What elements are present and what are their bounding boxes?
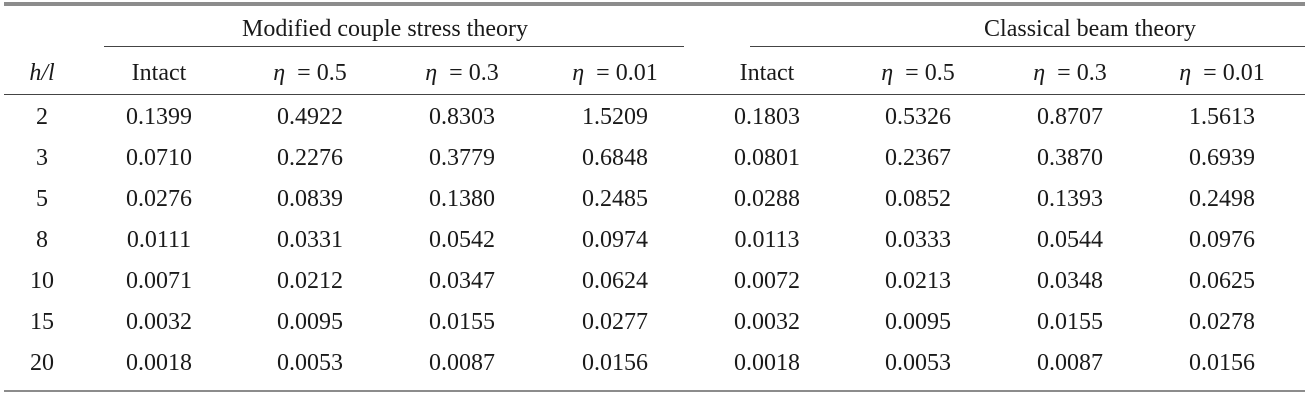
table-cell: 0.2498 (1189, 186, 1255, 212)
header-eta-0.5-modified (240, 58, 380, 88)
eta-value: = 0.01 (596, 60, 658, 86)
table-cell: 0.0053 (885, 350, 951, 376)
header-intact-modified: Intact (131, 60, 187, 86)
row-hl-value: 20 (30, 350, 54, 376)
table-cell: 0.4922 (277, 104, 343, 130)
table-cell: 0.2367 (885, 145, 951, 171)
eta-symbol: η (425, 60, 438, 86)
group-rule-classical (750, 46, 1305, 47)
eta-value: = 0.5 (905, 60, 955, 86)
header-eta-0.01-classical (1152, 58, 1292, 88)
table-cell: 1.5613 (1189, 104, 1255, 130)
table-cell: 0.0032 (126, 309, 192, 335)
eta-symbol: η (1179, 60, 1192, 86)
table-cell: 0.0018 (734, 350, 800, 376)
table-cell: 0.0288 (734, 186, 800, 212)
table-cell: 0.0348 (1037, 268, 1103, 294)
table-cell: 0.1380 (429, 186, 495, 212)
header-eta-0.3-modified (392, 58, 532, 88)
table-cell: 0.0278 (1189, 309, 1255, 335)
table-cell: 0.0852 (885, 186, 951, 212)
table-cell: 0.2485 (582, 186, 648, 212)
table-cell: 0.0071 (126, 268, 192, 294)
header-hl: h/l (29, 60, 55, 86)
table-cell: 0.2276 (277, 145, 343, 171)
table-cell: 0.8707 (1037, 104, 1103, 130)
table-cell: 0.5326 (885, 104, 951, 130)
table-cell: 0.0095 (277, 309, 343, 335)
table-cell: 0.0213 (885, 268, 951, 294)
bottom-rule (4, 390, 1305, 392)
header-rule (4, 94, 1305, 95)
table-cell: 0.0053 (277, 350, 343, 376)
table-cell: 0.0018 (126, 350, 192, 376)
header-intact-classical: Intact (739, 60, 795, 86)
table-cell: 0.0156 (1189, 350, 1255, 376)
row-hl-value: 15 (30, 309, 54, 335)
table-cell: 0.0156 (582, 350, 648, 376)
header-eta-0.3-classical (1000, 58, 1140, 88)
table-cell: 0.0155 (429, 309, 495, 335)
table-cell: 0.3870 (1037, 145, 1103, 171)
table-cell: 0.1393 (1037, 186, 1103, 212)
row-hl-value: 3 (36, 145, 48, 171)
table-cell: 0.0155 (1037, 309, 1103, 335)
table-cell: 0.6939 (1189, 145, 1255, 171)
table-cell: 0.0801 (734, 145, 800, 171)
table-cell: 0.0087 (1037, 350, 1103, 376)
group-title-modified: Modified couple stress theory (242, 16, 528, 42)
table-cell: 0.0087 (429, 350, 495, 376)
table-cell: 0.0347 (429, 268, 495, 294)
row-hl-value: 2 (36, 104, 48, 130)
row-hl-value: 5 (36, 186, 48, 212)
table-cell: 0.0333 (885, 227, 951, 253)
eta-symbol: η (881, 60, 894, 86)
table-cell: 0.0974 (582, 227, 648, 253)
header-eta-0.01-modified (545, 58, 685, 88)
table-cell: 0.0111 (126, 227, 192, 253)
row-hl-value: 8 (36, 227, 48, 253)
table-cell: 0.1803 (734, 104, 800, 130)
table-cell: 0.0095 (885, 309, 951, 335)
eta-symbol: η (1033, 60, 1046, 86)
table-cell: 0.0212 (277, 268, 343, 294)
header-eta-0.5-classical (848, 58, 988, 88)
table-cell: 0.0625 (1189, 268, 1255, 294)
eta-value: = 0.5 (297, 60, 347, 86)
table-cell: 0.1399 (126, 104, 192, 130)
eta-value: = 0.3 (1057, 60, 1107, 86)
table-cell: 0.0276 (126, 186, 192, 212)
table-cell: 0.0072 (734, 268, 800, 294)
eta-value: = 0.01 (1203, 60, 1265, 86)
table-cell: 0.0624 (582, 268, 648, 294)
eta-value: = 0.3 (449, 60, 499, 86)
row-hl-value: 10 (30, 268, 54, 294)
table-cell: 0.0277 (582, 309, 648, 335)
eta-symbol: η (273, 60, 286, 86)
table-cell: 0.0976 (1189, 227, 1255, 253)
table-cell: 1.5209 (582, 104, 648, 130)
table-cell: 0.0710 (126, 145, 192, 171)
group-title-classical: Classical beam theory (984, 16, 1196, 42)
table-cell: 0.8303 (429, 104, 495, 130)
table-cell: 0.0839 (277, 186, 343, 212)
table-cell: 0.0113 (734, 227, 800, 253)
eta-symbol: η (572, 60, 585, 86)
table-cell: 0.0331 (277, 227, 343, 253)
table-cell: 0.3779 (429, 145, 495, 171)
top-rule (4, 2, 1305, 6)
table-cell: 0.0544 (1037, 227, 1103, 253)
table-cell: 0.6848 (582, 145, 648, 171)
table-cell: 0.0032 (734, 309, 800, 335)
table-cell: 0.0542 (429, 227, 495, 253)
group-rule-modified (104, 46, 684, 47)
